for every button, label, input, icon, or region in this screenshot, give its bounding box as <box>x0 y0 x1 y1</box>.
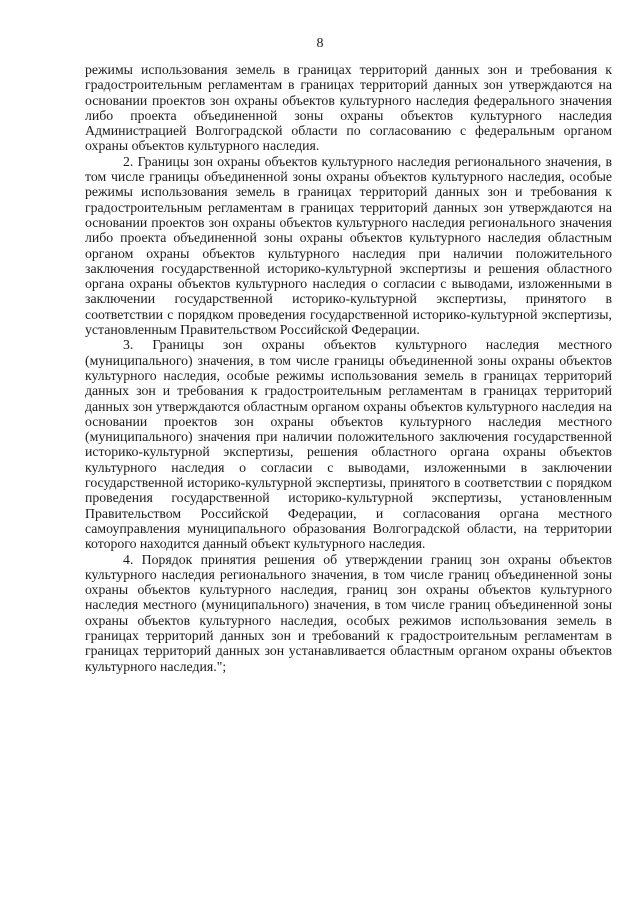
paragraph-item-4: 4. Порядок принятия решения об утверждении границ зон охраны объектов культурного наследия регионального значения, в том числе границ объединенной зоны охраны объектов культурного наследия, границ зон охраны объектов культурного наследия местного (муниципального) значения, в том числе границ объединенной зоны охраны объектов культурного наследия, особых режимов использования земель в границах территорий данных зон и требований к градостроительным регламентам в границах территорий данных зон устанавливается областным органом охраны объектов культурного наследия."; <box>85 551 612 674</box>
paragraph-item-3: 3. Границы зон охраны объектов культурного наследия местного (муниципального) значения, в том числе границы объединенной зоны охраны объектов культурного наследия, особые режимы использования земель в границах территорий данных зон и требования к градостроительным регламентам в границах территорий данных зон утверждаются областным органом охраны объектов культурного наследия на основании проектов зон охраны объектов культурного наследия местного (муниципального) значения при наличии положительного заключения государственной историко-культурной экспертизы, решения областного органа охраны объектов культурного наследия о согласии с выводами, изложенными в заключении государственной историко-культурной экспертизы, принятого в соответствии с порядком проведения государственной историко-культурной экспертизы, установленным Правительством Российской Федерации, и согласования органа местного самоуправления муниципального образования Волгоградской области, на территории которого находится данный объект культурного наследия. <box>85 337 612 552</box>
paragraph-item-2: 2. Границы зон охраны объектов культурного наследия регионального значения, в том числе границы объединенной зоны охраны объектов культурного наследия, особые режимы использования земель в границах территорий данных зон и требования к градостроительным регламентам в границах территорий данных зон утверждаются на основании проектов зон охраны объектов культурного наследия регионального значения либо проекта объединенной зоны охраны объектов культурного наследия областным органом охраны объектов культурного наследия при наличии положительного заключения государственной историко-культурной экспертизы и решения областного органа охраны объектов культурного наследия о согласии с выводами, изложенными в заключении государственной историко-культурной экспертизы, принятого в соответствии с порядком проведения государственной историко-культурной экспертизы, установленным Правительством Российской Федерации. <box>85 153 612 338</box>
document-body <box>85 62 612 674</box>
page-number: 8 <box>316 36 324 51</box>
paragraph-continuation: режимы использования земель в границах территорий данных зон и требования к градостроительным регламентам в границах территорий данных зон утверждаются на основании проектов зон охраны объектов культурного наследия федерального значения либо проекта объединенной зоны охраны объектов культурного наследия Администрацией Волгоградской области по согласованию с федеральным органом охраны объектов культурного наследия. <box>85 62 612 154</box>
